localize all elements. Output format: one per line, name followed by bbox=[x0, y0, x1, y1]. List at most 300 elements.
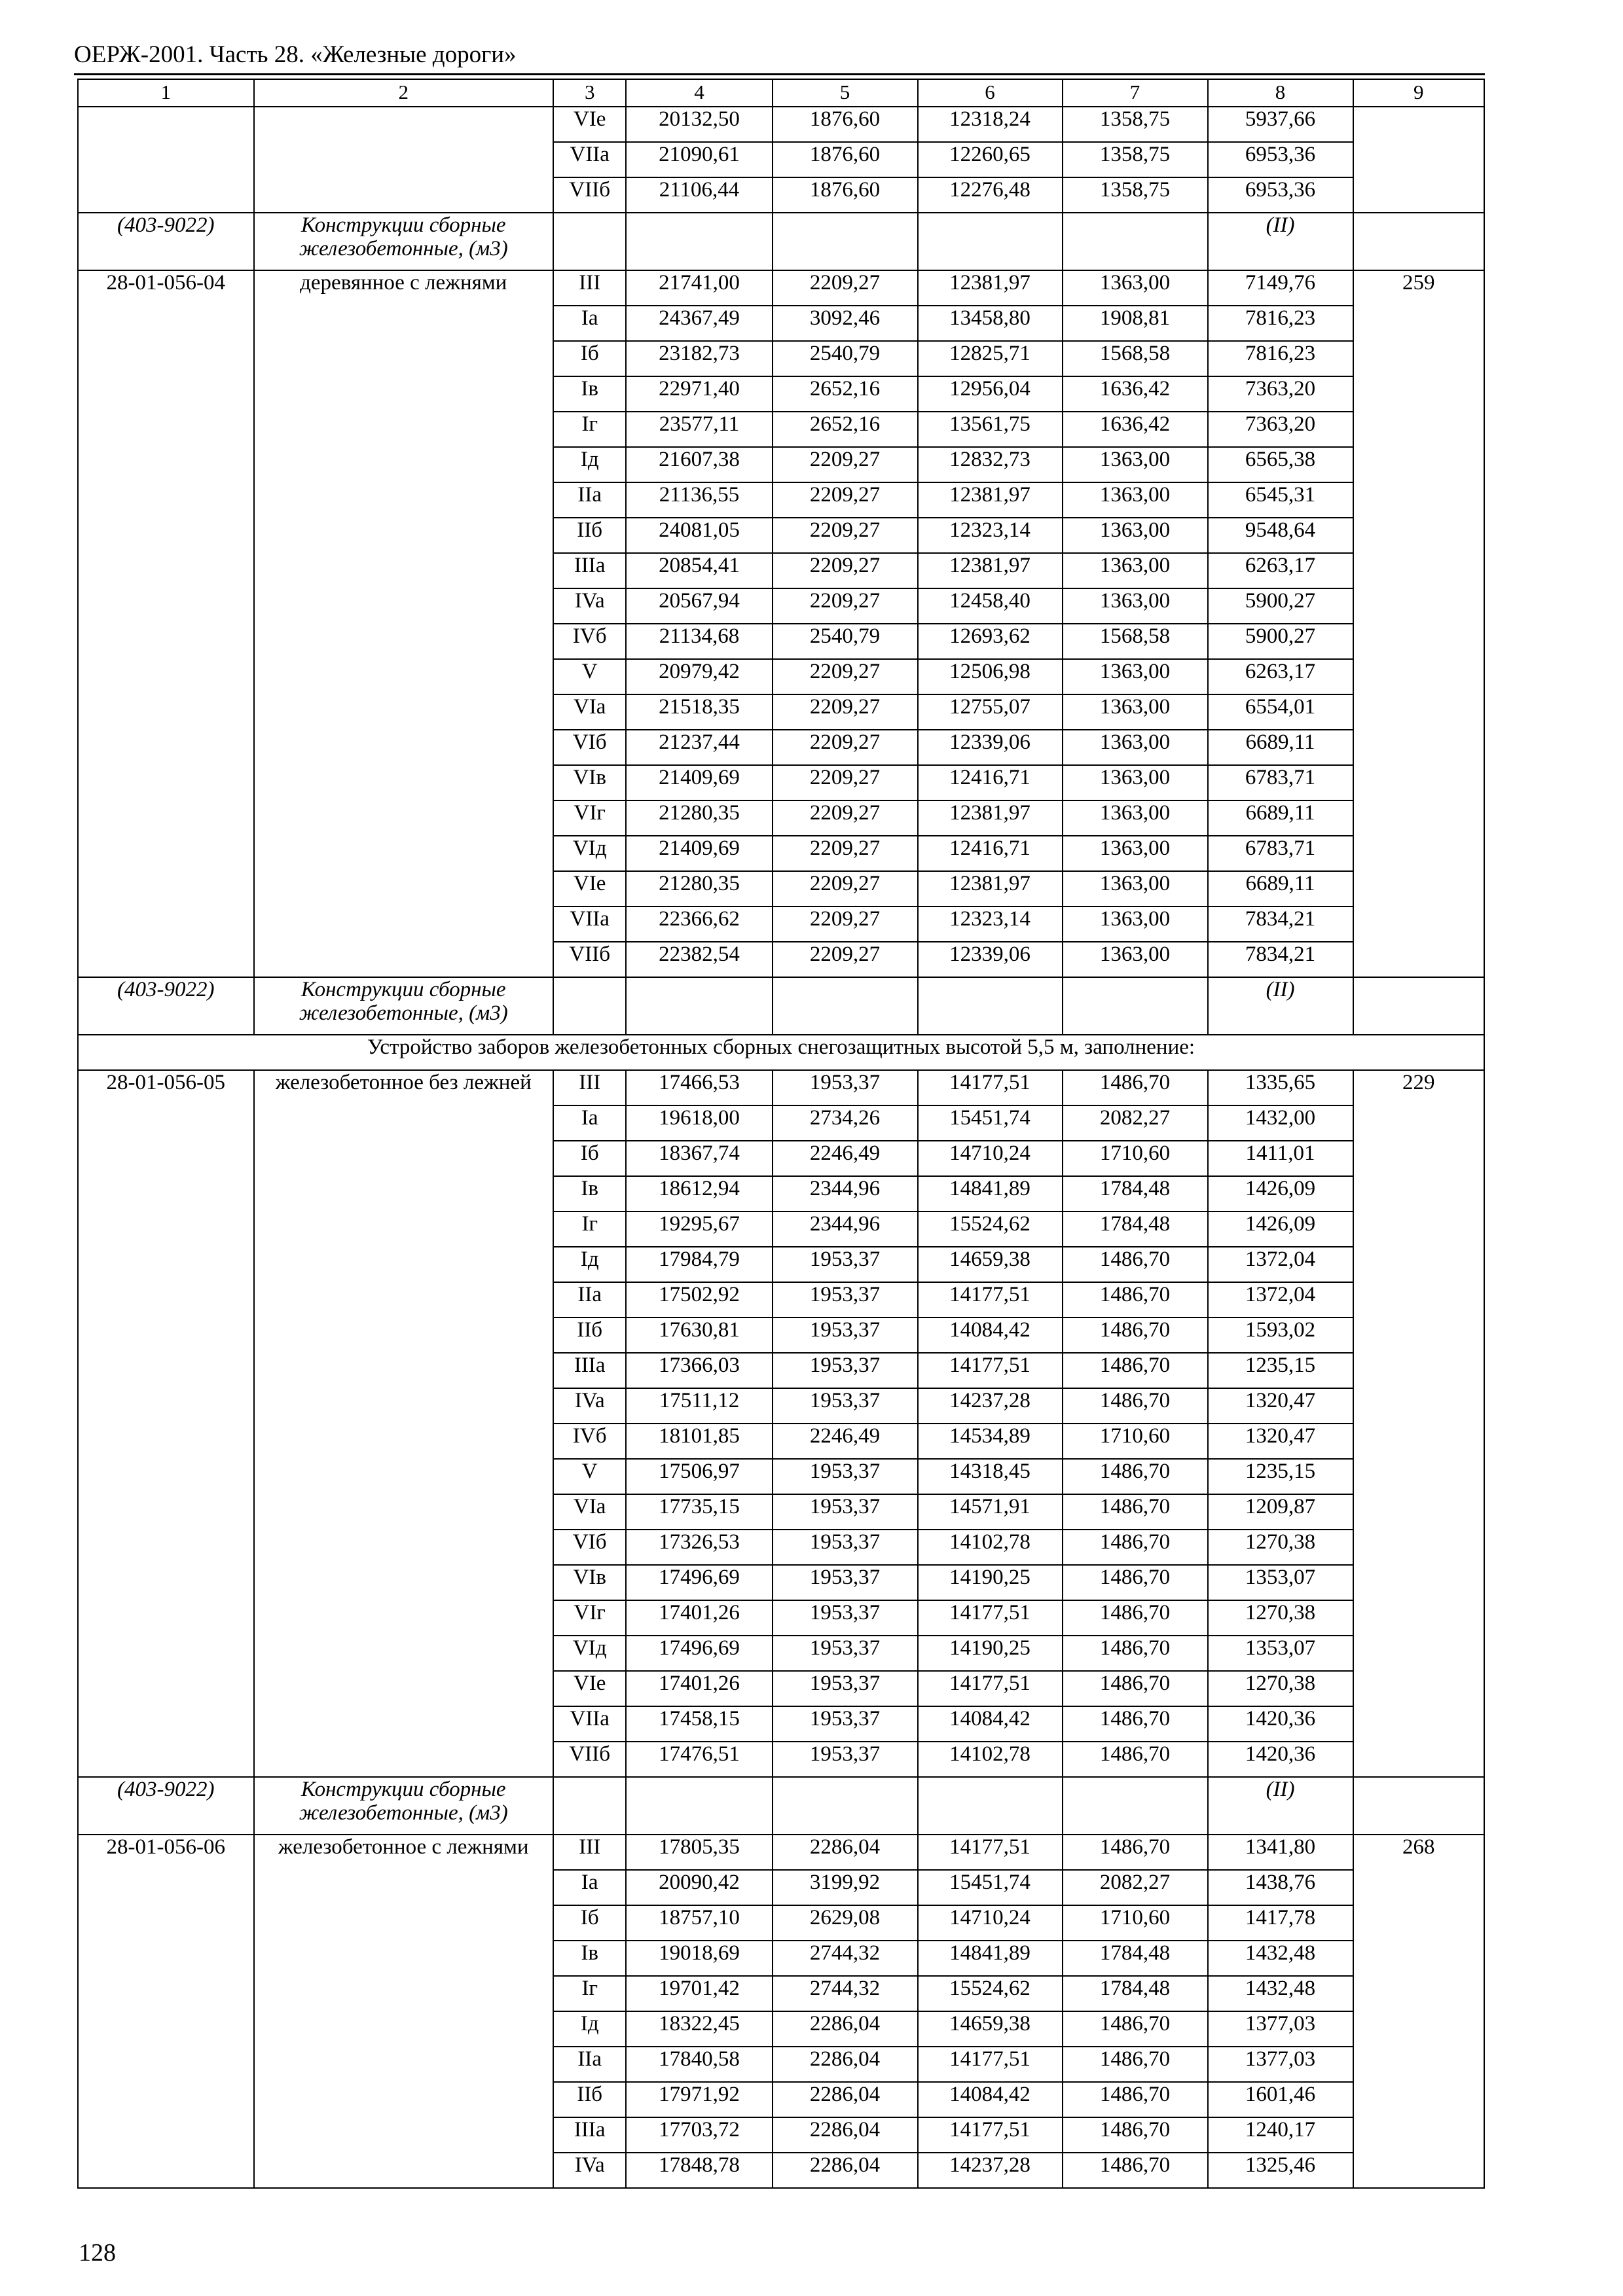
machinery-cost: 14659,38 bbox=[918, 2011, 1063, 2047]
machinery-cost: 14571,91 bbox=[918, 1494, 1063, 1530]
header-rule bbox=[74, 73, 1485, 75]
total-cost: 18367,74 bbox=[626, 1141, 772, 1176]
wages-cost: 1876,60 bbox=[773, 177, 918, 213]
territory-class: Iб bbox=[553, 1141, 627, 1176]
material-row bbox=[78, 213, 1484, 270]
total-cost: 18322,45 bbox=[626, 2011, 772, 2047]
territory-class: IIIa bbox=[553, 2117, 627, 2153]
machinery-cost: 14841,89 bbox=[918, 1941, 1063, 1976]
empty-cell bbox=[553, 213, 627, 270]
wages-cost: 2286,04 bbox=[773, 2117, 918, 2153]
empty-cell bbox=[773, 1777, 918, 1835]
labor-hours: 268 bbox=[1353, 1835, 1484, 2188]
operator-wages: 1358,75 bbox=[1063, 142, 1208, 177]
wages-cost: 1876,60 bbox=[773, 142, 918, 177]
materials-cost: 1417,78 bbox=[1208, 1905, 1353, 1941]
materials-cost: 1601,46 bbox=[1208, 2082, 1353, 2117]
total-cost: 20854,41 bbox=[626, 553, 772, 588]
resource-code: (403-9022) bbox=[78, 213, 254, 270]
wages-cost: 2209,27 bbox=[773, 588, 918, 624]
operator-wages: 1363,00 bbox=[1063, 906, 1208, 942]
machinery-cost: 14177,51 bbox=[918, 1282, 1063, 1318]
territory-class: VIг bbox=[553, 1600, 627, 1636]
territory-class: IIб bbox=[553, 1318, 627, 1353]
total-cost: 20090,42 bbox=[626, 1870, 772, 1905]
wages-cost: 1953,37 bbox=[773, 1706, 918, 1742]
territory-class: VIб bbox=[553, 730, 627, 765]
territory-class: IIб bbox=[553, 2082, 627, 2117]
machinery-cost: 12693,62 bbox=[918, 624, 1063, 659]
operator-wages: 1363,00 bbox=[1063, 871, 1208, 906]
total-cost: 23182,73 bbox=[626, 341, 772, 376]
total-cost: 17840,58 bbox=[626, 2047, 772, 2082]
total-cost: 17971,92 bbox=[626, 2082, 772, 2117]
operator-wages: 1363,00 bbox=[1063, 518, 1208, 553]
empty-cell bbox=[1063, 213, 1208, 270]
territory-class: Iб bbox=[553, 341, 627, 376]
wages-cost: 2209,27 bbox=[773, 270, 918, 306]
empty-cell bbox=[626, 977, 772, 1035]
wages-cost: 2209,27 bbox=[773, 659, 918, 694]
operator-wages: 1363,00 bbox=[1063, 588, 1208, 624]
territory-class: IVб bbox=[553, 624, 627, 659]
machinery-cost: 12755,07 bbox=[918, 694, 1063, 730]
wages-cost: 2246,49 bbox=[773, 1424, 918, 1459]
total-cost: 20132,50 bbox=[626, 107, 772, 142]
machinery-cost: 12381,97 bbox=[918, 482, 1063, 518]
wages-cost: 1876,60 bbox=[773, 107, 918, 142]
total-cost: 21280,35 bbox=[626, 871, 772, 906]
machinery-cost: 12956,04 bbox=[918, 376, 1063, 412]
machinery-cost: 14841,89 bbox=[918, 1176, 1063, 1211]
operator-wages: 1363,00 bbox=[1063, 836, 1208, 871]
rate-name bbox=[254, 107, 553, 213]
machinery-cost: 12276,48 bbox=[918, 177, 1063, 213]
total-cost: 21409,69 bbox=[626, 836, 772, 871]
wages-cost: 1953,37 bbox=[773, 1742, 918, 1777]
territory-class: Iв bbox=[553, 376, 627, 412]
operator-wages: 1486,70 bbox=[1063, 1742, 1208, 1777]
machinery-cost: 14084,42 bbox=[918, 2082, 1063, 2117]
operator-wages: 1363,00 bbox=[1063, 942, 1208, 977]
operator-wages: 1363,00 bbox=[1063, 730, 1208, 765]
resource-unit-class: (II) bbox=[1208, 213, 1353, 270]
empty-cell bbox=[1353, 1777, 1484, 1835]
operator-wages: 1568,58 bbox=[1063, 624, 1208, 659]
wages-cost: 2734,26 bbox=[773, 1105, 918, 1141]
operator-wages: 1784,48 bbox=[1063, 1976, 1208, 2011]
operator-wages: 1486,70 bbox=[1063, 1494, 1208, 1530]
territory-class: VIд bbox=[553, 1636, 627, 1671]
territory-class: III bbox=[553, 270, 627, 306]
operator-wages: 1784,48 bbox=[1063, 1176, 1208, 1211]
total-cost: 21106,44 bbox=[626, 177, 772, 213]
wages-cost: 2209,27 bbox=[773, 447, 918, 482]
wages-cost: 2209,27 bbox=[773, 694, 918, 730]
operator-wages: 1486,70 bbox=[1063, 1671, 1208, 1706]
column-header: 5 bbox=[773, 79, 918, 107]
territory-class: Ia bbox=[553, 1870, 627, 1905]
machinery-cost: 15524,62 bbox=[918, 1211, 1063, 1247]
resource-name: Конструкции сборные железобетонные, (м3) bbox=[254, 977, 553, 1035]
machinery-cost: 12506,98 bbox=[918, 659, 1063, 694]
operator-wages: 1486,70 bbox=[1063, 2153, 1208, 2188]
empty-cell bbox=[1063, 1777, 1208, 1835]
rate-code: 28-01-056-04 bbox=[78, 270, 254, 977]
wages-cost: 1953,37 bbox=[773, 1636, 918, 1671]
operator-wages: 1486,70 bbox=[1063, 1835, 1208, 1870]
operator-wages: 1486,70 bbox=[1063, 2047, 1208, 2082]
section-title: Устройство заборов железобетонных сборных снегозащитных высотой 5,5 м, заполнение: bbox=[78, 1035, 1484, 1070]
materials-cost: 1372,04 bbox=[1208, 1282, 1353, 1318]
machinery-cost: 13458,80 bbox=[918, 306, 1063, 341]
empty-cell bbox=[553, 1777, 627, 1835]
wages-cost: 2286,04 bbox=[773, 2153, 918, 2188]
resource-code: (403-9022) bbox=[78, 1777, 254, 1835]
total-cost: 17366,03 bbox=[626, 1353, 772, 1388]
machinery-cost: 12323,14 bbox=[918, 518, 1063, 553]
materials-cost: 6554,01 bbox=[1208, 694, 1353, 730]
total-cost: 19018,69 bbox=[626, 1941, 772, 1976]
wages-cost: 2286,04 bbox=[773, 2082, 918, 2117]
operator-wages: 2082,27 bbox=[1063, 1105, 1208, 1141]
column-header: 8 bbox=[1208, 79, 1353, 107]
machinery-cost: 14659,38 bbox=[918, 1247, 1063, 1282]
operator-wages: 1710,60 bbox=[1063, 1905, 1208, 1941]
operator-wages: 1363,00 bbox=[1063, 659, 1208, 694]
rate-name: железобетонное без лежней bbox=[254, 1070, 553, 1777]
total-cost: 23577,11 bbox=[626, 412, 772, 447]
operator-wages: 1486,70 bbox=[1063, 1459, 1208, 1494]
territory-class: VIe bbox=[553, 871, 627, 906]
territory-class: VIa bbox=[553, 694, 627, 730]
wages-cost: 2209,27 bbox=[773, 553, 918, 588]
territory-class: VIIб bbox=[553, 1742, 627, 1777]
machinery-cost: 12339,06 bbox=[918, 730, 1063, 765]
wages-cost: 1953,37 bbox=[773, 1530, 918, 1565]
operator-wages: 1363,00 bbox=[1063, 800, 1208, 836]
machinery-cost: 14237,28 bbox=[918, 2153, 1063, 2188]
operator-wages: 1363,00 bbox=[1063, 765, 1208, 800]
territory-class: IVб bbox=[553, 1424, 627, 1459]
territory-class: Iв bbox=[553, 1176, 627, 1211]
total-cost: 21741,00 bbox=[626, 270, 772, 306]
total-cost: 18612,94 bbox=[626, 1176, 772, 1211]
page-number: 128 bbox=[79, 2239, 116, 2267]
operator-wages: 1710,60 bbox=[1063, 1141, 1208, 1176]
materials-cost: 1320,47 bbox=[1208, 1424, 1353, 1459]
territory-class: IIa bbox=[553, 482, 627, 518]
machinery-cost: 14318,45 bbox=[918, 1459, 1063, 1494]
materials-cost: 1270,38 bbox=[1208, 1671, 1353, 1706]
machinery-cost: 12832,73 bbox=[918, 447, 1063, 482]
column-header: 2 bbox=[254, 79, 553, 107]
operator-wages: 1636,42 bbox=[1063, 376, 1208, 412]
territory-class: IIIa bbox=[553, 1353, 627, 1388]
territory-class: VIIб bbox=[553, 942, 627, 977]
territory-class: Ia bbox=[553, 306, 627, 341]
materials-cost: 5900,27 bbox=[1208, 624, 1353, 659]
wages-cost: 2286,04 bbox=[773, 1835, 918, 1870]
column-header: 4 bbox=[626, 79, 772, 107]
machinery-cost: 12381,97 bbox=[918, 270, 1063, 306]
materials-cost: 6689,11 bbox=[1208, 871, 1353, 906]
materials-cost: 7834,21 bbox=[1208, 906, 1353, 942]
total-cost: 17466,53 bbox=[626, 1070, 772, 1105]
wages-cost: 1953,37 bbox=[773, 1353, 918, 1388]
operator-wages: 1363,00 bbox=[1063, 482, 1208, 518]
wages-cost: 1953,37 bbox=[773, 1282, 918, 1318]
material-row bbox=[78, 977, 1484, 1035]
operator-wages: 1486,70 bbox=[1063, 1282, 1208, 1318]
materials-cost: 1240,17 bbox=[1208, 2117, 1353, 2153]
resource-name: Конструкции сборные железобетонные, (м3) bbox=[254, 213, 553, 270]
empty-cell bbox=[773, 213, 918, 270]
wages-cost: 2344,96 bbox=[773, 1176, 918, 1211]
machinery-cost: 15524,62 bbox=[918, 1976, 1063, 2011]
materials-cost: 1426,09 bbox=[1208, 1211, 1353, 1247]
wages-cost: 2209,27 bbox=[773, 482, 918, 518]
total-cost: 17805,35 bbox=[626, 1835, 772, 1870]
machinery-cost: 14177,51 bbox=[918, 1671, 1063, 1706]
total-cost: 21518,35 bbox=[626, 694, 772, 730]
machinery-cost: 14237,28 bbox=[918, 1388, 1063, 1424]
operator-wages: 1710,60 bbox=[1063, 1424, 1208, 1459]
wages-cost: 2209,27 bbox=[773, 518, 918, 553]
wages-cost: 2209,27 bbox=[773, 942, 918, 977]
column-number-row bbox=[78, 79, 1484, 107]
total-cost: 18757,10 bbox=[626, 1905, 772, 1941]
total-cost: 17476,51 bbox=[626, 1742, 772, 1777]
total-cost: 21607,38 bbox=[626, 447, 772, 482]
territory-class: Iд bbox=[553, 447, 627, 482]
territory-class: Iд bbox=[553, 1247, 627, 1282]
machinery-cost: 15451,74 bbox=[918, 1105, 1063, 1141]
materials-cost: 5900,27 bbox=[1208, 588, 1353, 624]
wages-cost: 2246,49 bbox=[773, 1141, 918, 1176]
materials-cost: 1432,48 bbox=[1208, 1976, 1353, 2011]
territory-class: V bbox=[553, 1459, 627, 1494]
section-title-row bbox=[78, 1035, 1484, 1070]
machinery-cost: 12260,65 bbox=[918, 142, 1063, 177]
total-cost: 17506,97 bbox=[626, 1459, 772, 1494]
total-cost: 22971,40 bbox=[626, 376, 772, 412]
territory-class: Iг bbox=[553, 1976, 627, 2011]
empty-cell bbox=[918, 1777, 1063, 1835]
column-header: 6 bbox=[918, 79, 1063, 107]
materials-cost: 1411,01 bbox=[1208, 1141, 1353, 1176]
machinery-cost: 14177,51 bbox=[918, 1070, 1063, 1105]
territory-class: V bbox=[553, 659, 627, 694]
table-row bbox=[78, 107, 1484, 142]
materials-cost: 1325,46 bbox=[1208, 2153, 1353, 2188]
materials-cost: 1353,07 bbox=[1208, 1565, 1353, 1600]
materials-cost: 9548,64 bbox=[1208, 518, 1353, 553]
total-cost: 17401,26 bbox=[626, 1600, 772, 1636]
machinery-cost: 14177,51 bbox=[918, 1353, 1063, 1388]
rate-code bbox=[78, 107, 254, 213]
machinery-cost: 12381,97 bbox=[918, 553, 1063, 588]
materials-cost: 1377,03 bbox=[1208, 2011, 1353, 2047]
operator-wages: 1363,00 bbox=[1063, 270, 1208, 306]
wages-cost: 1953,37 bbox=[773, 1494, 918, 1530]
empty-cell bbox=[1353, 213, 1484, 270]
territory-class: VIIa bbox=[553, 906, 627, 942]
materials-cost: 1341,80 bbox=[1208, 1835, 1353, 1870]
labor-hours bbox=[1353, 107, 1484, 213]
wages-cost: 1953,37 bbox=[773, 1459, 918, 1494]
operator-wages: 1363,00 bbox=[1063, 447, 1208, 482]
wages-cost: 1953,37 bbox=[773, 1565, 918, 1600]
machinery-cost: 14177,51 bbox=[918, 1835, 1063, 1870]
machinery-cost: 14190,25 bbox=[918, 1636, 1063, 1671]
wages-cost: 2744,32 bbox=[773, 1941, 918, 1976]
wages-cost: 1953,37 bbox=[773, 1388, 918, 1424]
materials-cost: 7834,21 bbox=[1208, 942, 1353, 977]
operator-wages: 1486,70 bbox=[1063, 1530, 1208, 1565]
machinery-cost: 12323,14 bbox=[918, 906, 1063, 942]
empty-cell bbox=[626, 213, 772, 270]
page-header-title: ОЕРЖ-2001. Часть 28. «Железные дороги» bbox=[74, 41, 517, 68]
total-cost: 21409,69 bbox=[626, 765, 772, 800]
materials-cost: 1420,36 bbox=[1208, 1706, 1353, 1742]
materials-cost: 7149,76 bbox=[1208, 270, 1353, 306]
wages-cost: 2286,04 bbox=[773, 2011, 918, 2047]
machinery-cost: 14177,51 bbox=[918, 2047, 1063, 2082]
machinery-cost: 12318,24 bbox=[918, 107, 1063, 142]
materials-cost: 1320,47 bbox=[1208, 1388, 1353, 1424]
machinery-cost: 12381,97 bbox=[918, 800, 1063, 836]
total-cost: 17401,26 bbox=[626, 1671, 772, 1706]
empty-cell bbox=[1353, 977, 1484, 1035]
materials-cost: 7363,20 bbox=[1208, 376, 1353, 412]
machinery-cost: 14102,78 bbox=[918, 1530, 1063, 1565]
wages-cost: 2652,16 bbox=[773, 376, 918, 412]
machinery-cost: 14710,24 bbox=[918, 1905, 1063, 1941]
machinery-cost: 14102,78 bbox=[918, 1742, 1063, 1777]
total-cost: 20979,42 bbox=[626, 659, 772, 694]
operator-wages: 1486,70 bbox=[1063, 1600, 1208, 1636]
territory-class: VIд bbox=[553, 836, 627, 871]
column-header: 7 bbox=[1063, 79, 1208, 107]
operator-wages: 1908,81 bbox=[1063, 306, 1208, 341]
territory-class: IIa bbox=[553, 2047, 627, 2082]
territory-class: IVa bbox=[553, 588, 627, 624]
table-body bbox=[78, 107, 1484, 2188]
total-cost: 18101,85 bbox=[626, 1424, 772, 1459]
territory-class: VIб bbox=[553, 1530, 627, 1565]
materials-cost: 6953,36 bbox=[1208, 142, 1353, 177]
territory-class: VIa bbox=[553, 1494, 627, 1530]
operator-wages: 1784,48 bbox=[1063, 1211, 1208, 1247]
territory-class: VIв bbox=[553, 765, 627, 800]
materials-cost: 6565,38 bbox=[1208, 447, 1353, 482]
wages-cost: 2209,27 bbox=[773, 871, 918, 906]
resource-unit-class: (II) bbox=[1208, 977, 1353, 1035]
operator-wages: 1486,70 bbox=[1063, 1565, 1208, 1600]
machinery-cost: 12825,71 bbox=[918, 341, 1063, 376]
materials-cost: 6263,17 bbox=[1208, 553, 1353, 588]
territory-class: VIe bbox=[553, 107, 627, 142]
wages-cost: 2540,79 bbox=[773, 624, 918, 659]
empty-cell bbox=[918, 977, 1063, 1035]
machinery-cost: 12339,06 bbox=[918, 942, 1063, 977]
territory-class: Iд bbox=[553, 2011, 627, 2047]
territory-class: VIIa bbox=[553, 1706, 627, 1742]
machinery-cost: 12458,40 bbox=[918, 588, 1063, 624]
total-cost: 17630,81 bbox=[626, 1318, 772, 1353]
table-row bbox=[78, 1835, 1484, 1870]
wages-cost: 2209,27 bbox=[773, 800, 918, 836]
materials-cost: 1593,02 bbox=[1208, 1318, 1353, 1353]
materials-cost: 1353,07 bbox=[1208, 1636, 1353, 1671]
territory-class: Iб bbox=[553, 1905, 627, 1941]
materials-cost: 6689,11 bbox=[1208, 800, 1353, 836]
total-cost: 21136,55 bbox=[626, 482, 772, 518]
territory-class: IIIa bbox=[553, 553, 627, 588]
territory-class: III bbox=[553, 1070, 627, 1105]
total-cost: 17984,79 bbox=[626, 1247, 772, 1282]
materials-cost: 1438,76 bbox=[1208, 1870, 1353, 1905]
total-cost: 21090,61 bbox=[626, 142, 772, 177]
territory-class: Iв bbox=[553, 1941, 627, 1976]
total-cost: 24081,05 bbox=[626, 518, 772, 553]
column-header: 9 bbox=[1353, 79, 1484, 107]
territory-class: VIIб bbox=[553, 177, 627, 213]
rate-code: 28-01-056-06 bbox=[78, 1835, 254, 2188]
wages-cost: 1953,37 bbox=[773, 1600, 918, 1636]
operator-wages: 1486,70 bbox=[1063, 1388, 1208, 1424]
machinery-cost: 12381,97 bbox=[918, 871, 1063, 906]
wages-cost: 1953,37 bbox=[773, 1247, 918, 1282]
total-cost: 17735,15 bbox=[626, 1494, 772, 1530]
operator-wages: 1636,42 bbox=[1063, 412, 1208, 447]
total-cost: 19701,42 bbox=[626, 1976, 772, 2011]
machinery-cost: 14084,42 bbox=[918, 1706, 1063, 1742]
wages-cost: 2629,08 bbox=[773, 1905, 918, 1941]
materials-cost: 1432,48 bbox=[1208, 1941, 1353, 1976]
wages-cost: 1953,37 bbox=[773, 1070, 918, 1105]
rate-name: железобетонное с лежнями bbox=[254, 1835, 553, 2188]
wages-cost: 2209,27 bbox=[773, 765, 918, 800]
operator-wages: 1486,70 bbox=[1063, 2011, 1208, 2047]
territory-class: VIIa bbox=[553, 142, 627, 177]
operator-wages: 1486,70 bbox=[1063, 1636, 1208, 1671]
total-cost: 21134,68 bbox=[626, 624, 772, 659]
operator-wages: 1486,70 bbox=[1063, 1318, 1208, 1353]
total-cost: 19618,00 bbox=[626, 1105, 772, 1141]
machinery-cost: 14534,89 bbox=[918, 1424, 1063, 1459]
operator-wages: 1568,58 bbox=[1063, 341, 1208, 376]
machinery-cost: 13561,75 bbox=[918, 412, 1063, 447]
materials-cost: 1432,00 bbox=[1208, 1105, 1353, 1141]
table-row bbox=[78, 270, 1484, 306]
total-cost: 21280,35 bbox=[626, 800, 772, 836]
empty-cell bbox=[1063, 977, 1208, 1035]
wages-cost: 2344,96 bbox=[773, 1211, 918, 1247]
materials-cost: 1270,38 bbox=[1208, 1530, 1353, 1565]
total-cost: 19295,67 bbox=[626, 1211, 772, 1247]
operator-wages: 1358,75 bbox=[1063, 177, 1208, 213]
resource-unit-class: (II) bbox=[1208, 1777, 1353, 1835]
labor-hours: 259 bbox=[1353, 270, 1484, 977]
territory-class: VIв bbox=[553, 1565, 627, 1600]
territory-class: Iг bbox=[553, 412, 627, 447]
resource-code: (403-9022) bbox=[78, 977, 254, 1035]
materials-cost: 6545,31 bbox=[1208, 482, 1353, 518]
materials-cost: 7363,20 bbox=[1208, 412, 1353, 447]
table-row bbox=[78, 1070, 1484, 1105]
